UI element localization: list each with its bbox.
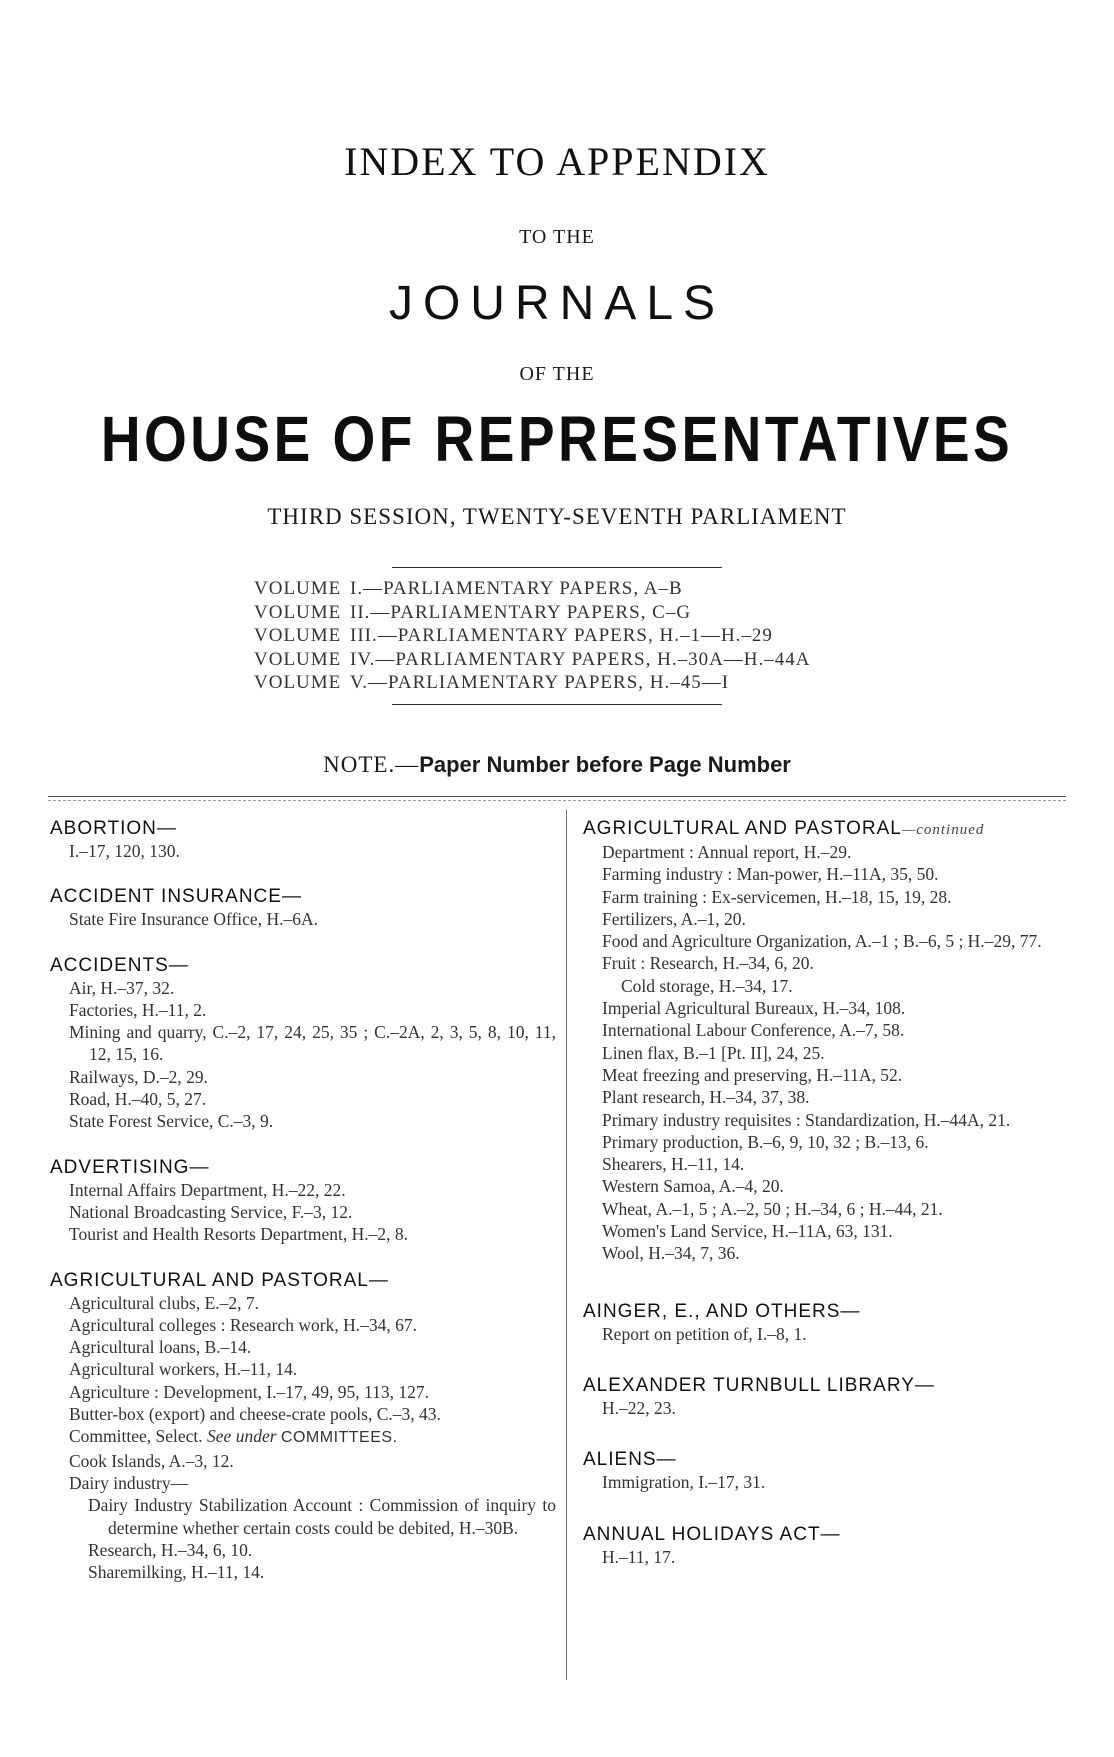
entry-sub: Agricultural loans, B.–14. xyxy=(69,1337,252,1358)
entry-sub: Agricultural clubs, E.–2, 7. xyxy=(69,1292,260,1313)
entry-sub: State Fire Insurance Office, H.–6A. xyxy=(69,909,318,930)
entry-sub: Road, H.–40, 5, 27. xyxy=(69,1089,207,1110)
entry-heading: ALIENS— xyxy=(583,1449,677,1471)
session-line: THIRD SESSION, TWENTY-SEVENTH PARLIAMENT xyxy=(267,504,847,529)
index-entry xyxy=(50,818,556,862)
entry-sub: Western Samoa, A.–4, 20. xyxy=(602,1176,784,1197)
entry-sub: I.–17, 120, 130. xyxy=(69,841,180,861)
full-rule-dashed xyxy=(48,800,1066,801)
entry-heading: ACCIDENT INSURANCE— xyxy=(50,886,302,908)
entry-heading: ACCIDENTS— xyxy=(50,954,189,976)
entry-subsub: Research, H.–34, 6, 10. xyxy=(88,1539,253,1560)
entry-heading: ABORTION— xyxy=(50,818,177,839)
full-rule xyxy=(48,796,1066,797)
entry-sub: National Broadcasting Service, F.–3, 12. xyxy=(69,1201,353,1222)
entry-heading: ANNUAL HOLIDAYS ACT— xyxy=(583,1523,841,1545)
entry-sub: Tourist and Health Resorts Department, H.–2, 8. xyxy=(69,1224,408,1245)
journals-title: JOURNALS xyxy=(388,277,726,330)
rule-top xyxy=(392,567,722,568)
volume-row: VOLUME III.—PARLIAMENTARY PAPERS, H.–1—H.–29 xyxy=(254,625,773,646)
entry-sub: Plant research, H.–34, 37, 38. xyxy=(602,1087,810,1108)
index-entry xyxy=(50,886,556,930)
entry-sub: Food and Agriculture Organization, A.–1 ; B.–6, 5 ; H.–29, 77. xyxy=(602,931,1042,952)
index-entry xyxy=(583,1375,1085,1419)
index-title: INDEX TO APPENDIX xyxy=(344,139,770,184)
to-the-line: TO THE xyxy=(519,226,595,248)
entry-sub: Farm training : Ex-servicemen, H.–18, 15, 19, 28. xyxy=(602,886,952,907)
entry-heading: AGRICULTURAL AND PASTORAL—continued xyxy=(583,818,985,839)
entry-subsub: Dairy Industry Stabilization Account : Commission of inquiry to determine whether certain costs could be debited, H.–30B. xyxy=(88,1495,556,1538)
entry-sub: Cook Islands, A.–3, 12. xyxy=(69,1450,234,1471)
entry-heading: ALEXANDER TURNBULL LIBRARY— xyxy=(583,1374,935,1396)
entry-subsub: Cold storage, H.–34, 17. xyxy=(621,975,793,996)
entry-sub: Fertilizers, A.–1, 20. xyxy=(602,908,746,929)
entry-subhead: Dairy industry— xyxy=(69,1472,189,1493)
entry-sub: Mining and quarry, C.–2, 17, 24, 25, 35 ; C.–2A, 2, 3, 5, 8, 10, 11, 12, 15, 16. xyxy=(69,1022,556,1065)
entry-sub: H.–22, 23. xyxy=(602,1397,676,1418)
entry-sub: Immigration, I.–17, 31. xyxy=(602,1472,766,1493)
entry-sub: International Labour Conference, A.–7, 58. xyxy=(602,1020,905,1041)
index-entry xyxy=(50,955,556,1133)
entry-sub: State Forest Service, C.–3, 9. xyxy=(69,1111,274,1132)
house-title: HOUSE OF REPRESENTATIVES xyxy=(100,403,1014,475)
entry-sub: Primary industry requisites : Standardization, H.–44A, 21. xyxy=(602,1109,1011,1130)
volume-row: VOLUME II.—PARLIAMENTARY PAPERS, C–G xyxy=(254,601,692,623)
entry-sub: Primary production, B.–6, 9, 10, 32 ; B.–13, 6. xyxy=(602,1131,929,1152)
entry-sub: Agriculture : Development, I.–17, 49, 95, 113, 127. xyxy=(69,1381,429,1402)
continued-label: —continued xyxy=(901,822,985,838)
entry-sub: Air, H.–37, 32. xyxy=(69,977,175,998)
entry-sub: Internal Affairs Department, H.–22, 22. xyxy=(69,1179,346,1200)
volume-list xyxy=(254,577,904,695)
entry-sub: Factories, H.–11, 2. xyxy=(69,999,207,1020)
entry-sub: Butter-box (export) and cheese-crate pools, C.–3, 43. xyxy=(69,1404,441,1425)
entry-sub: Farming industry : Man-power, H.–11A, 35, 50. xyxy=(602,864,939,885)
entry-sub: Railways, D.–2, 29. xyxy=(69,1066,209,1087)
entry-sub: Women's Land Service, H.–11A, 63, 131. xyxy=(602,1221,893,1242)
entry-heading: AINGER, E., AND OTHERS— xyxy=(583,1300,861,1322)
entry-sub: H.–11, 17. xyxy=(602,1546,676,1567)
entry-heading: ADVERTISING— xyxy=(50,1156,210,1178)
entry-sub: Agricultural workers, H.–11, 14. xyxy=(69,1359,298,1380)
of-the-line: OF THE xyxy=(519,363,595,385)
entry-sub: Fruit : Research, H.–34, 6, 20. xyxy=(602,953,814,974)
entry-sub: Imperial Agricultural Bureaux, H.–34, 108. xyxy=(602,998,906,1019)
note-label: NOTE.— xyxy=(323,752,420,777)
entry-sub: Linen flax, B.–1 [Pt. II], 24, 25. xyxy=(602,1042,825,1063)
entry-sub: Meat freezing and preserving, H.–11A, 52. xyxy=(602,1064,903,1085)
index-entry xyxy=(583,818,1085,1265)
volume-row: VOLUME I.—PARLIAMENTARY PAPERS, A–B xyxy=(254,578,683,599)
note-line xyxy=(0,752,1114,778)
index-entry xyxy=(583,1449,1085,1493)
volume-row: VOLUME V.—PARLIAMENTARY PAPERS, H.–45—I xyxy=(254,672,730,693)
index-entry xyxy=(583,1301,1085,1345)
volume-row: VOLUME IV.—PARLIAMENTARY PAPERS, H.–30A—H.–44A xyxy=(254,648,811,670)
index-entry xyxy=(583,1524,1085,1568)
entry-sub: Shearers, H.–11, 14. xyxy=(602,1154,745,1175)
entry-sub: Wool, H.–34, 7, 36. xyxy=(602,1243,740,1264)
rule-bottom xyxy=(392,704,722,705)
entry-heading: AGRICULTURAL AND PASTORAL— xyxy=(50,1269,389,1291)
entry-sub: Wheat, A.–1, 5 ; A.–2, 50 ; H.–34, 6 ; H.–44, 21. xyxy=(602,1198,943,1219)
index-entry xyxy=(50,1157,556,1246)
left-column xyxy=(50,818,556,1607)
entry-sub: Department : Annual report, H.–29. xyxy=(602,842,852,862)
column-divider xyxy=(566,810,567,1680)
entry-sub-committee: Committee, Select. See under COMMITTEES. xyxy=(69,1426,398,1447)
right-column xyxy=(583,818,1085,1592)
entry-subsub: Sharemilking, H.–11, 14. xyxy=(88,1562,265,1583)
index-entry xyxy=(50,1270,556,1584)
entry-sub: Report on petition of, I.–8, 1. xyxy=(602,1323,807,1344)
note-text: Paper Number before Page Number xyxy=(419,752,791,777)
entry-sub: Agricultural colleges : Research work, H.–34, 67. xyxy=(69,1314,417,1335)
